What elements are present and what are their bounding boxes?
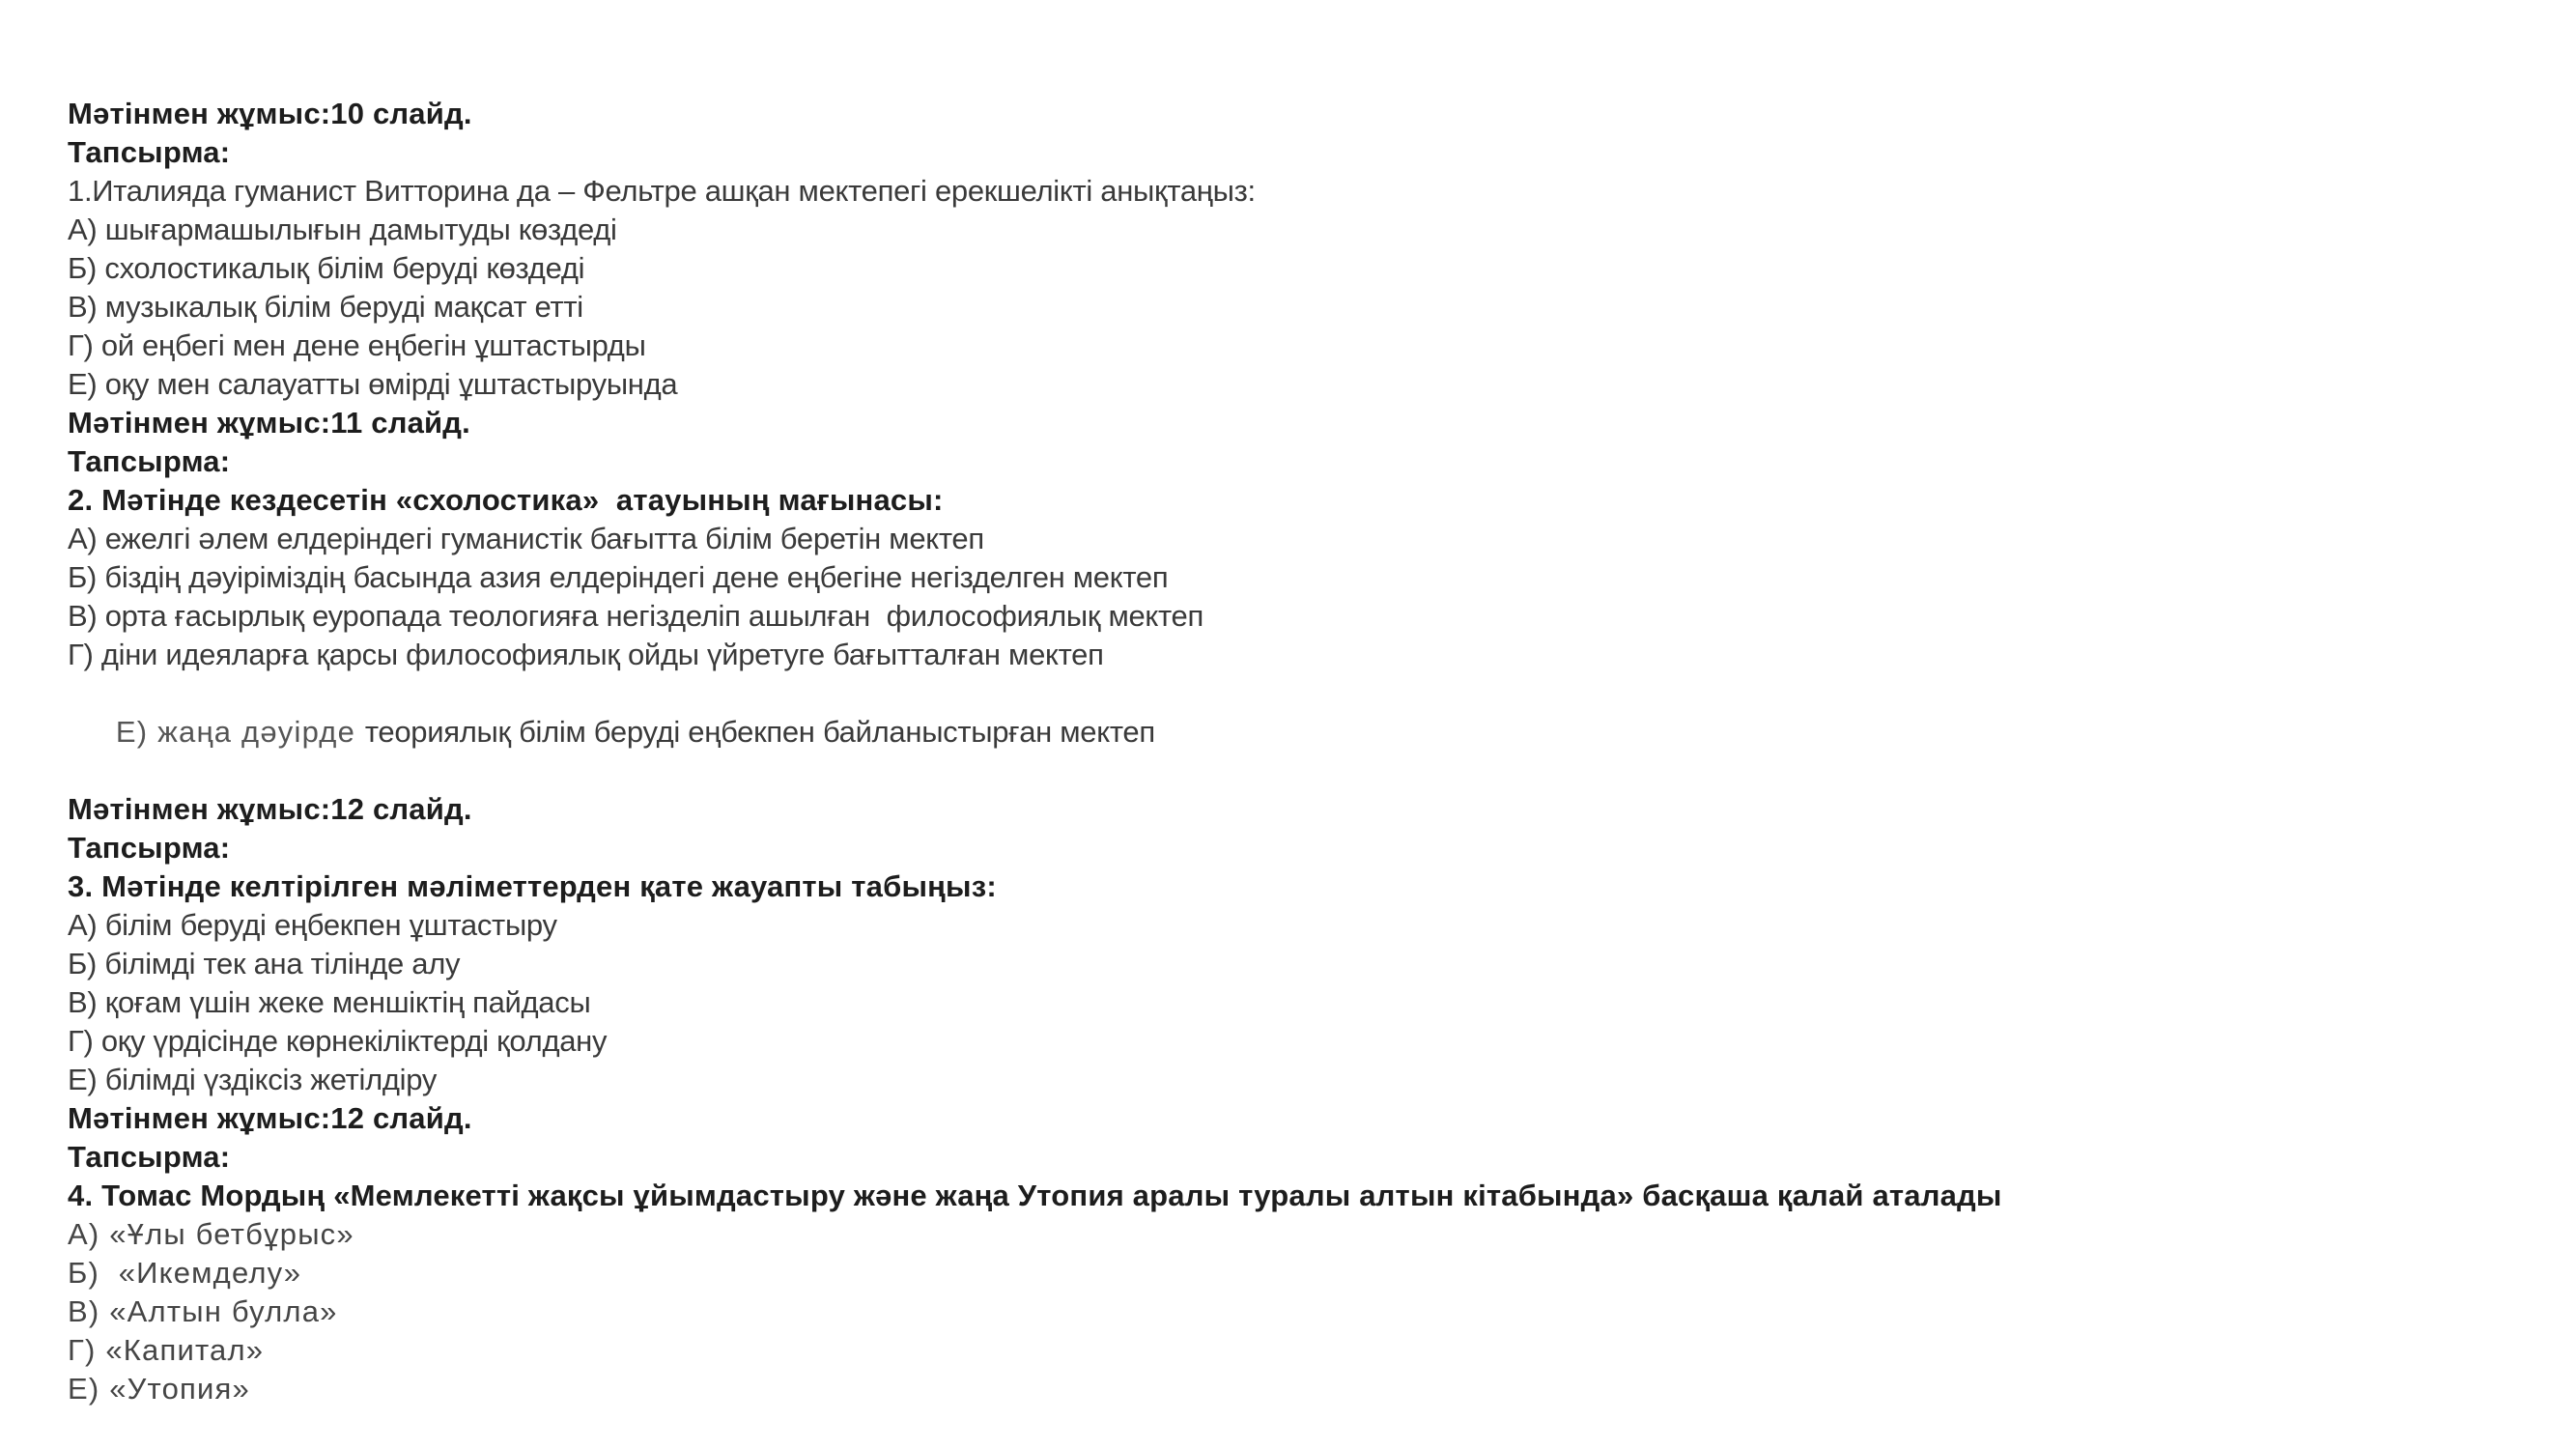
answer-option: Е) білімді үздіксіз жетілдіру	[68, 1063, 438, 1096]
answer-option: Б) біздің дәуіріміздің басында азия елдеріндегі дене еңбегіне негізделген мектеп	[68, 560, 1169, 594]
document-content	[68, 95, 2463, 1408]
answer-option: Е) оқу мен салауатты өмірді ұштастыруында	[68, 367, 678, 401]
answer-option: А) «Ұлы бетбұрыс»	[68, 1217, 354, 1251]
answer-option: Г) діни идеяларға қарсы философиялық ойды үйретуге бағытталған мектеп	[68, 638, 1104, 671]
answer-option-rest: теориялық білім беруді еңбекпен байланыстырған мектеп	[364, 715, 1155, 749]
answer-option: В) қоғам үшін жеке меншіктің пайдасы	[68, 985, 591, 1019]
answer-option: А) шығармашылығын дамытуды көздеді	[68, 213, 617, 246]
question-text: 4. Томас Мордың «Мемлекетті жақсы ұйымдастыру және жаңа Утопия аралы туралы алтын кітабында» басқаша қалай аталады	[68, 1179, 2002, 1212]
answer-option: Б) білімді тек ана тілінде алу	[68, 947, 461, 980]
section-header: Мәтінмен жұмыс:12 слайд.	[68, 792, 472, 826]
section-header: Мәтінмен жұмыс:12 слайд.	[68, 1101, 472, 1135]
answer-option-prefix: Е) жаңа дәуірде	[115, 715, 365, 749]
question-text: 1.Италияда гуманист Витторина да – Фельтре ашқан мектепегі ерекшелікті анықтаңыз:	[68, 174, 1256, 208]
answer-option	[68, 674, 2463, 790]
answer-option: Г) «Капитал»	[68, 1333, 265, 1367]
answer-option: А) білім беруді еңбекпен ұштастыру	[68, 908, 557, 942]
answer-option: В) музыкалық білім беруді мақсат етті	[68, 290, 583, 324]
answer-option: Е) «Утопия»	[68, 1372, 250, 1406]
answer-option: Г) ой еңбегі мен дене еңбегін ұштастырды	[68, 328, 646, 362]
answer-option: В) орта ғасырлық еуропада теологияға негізделіп ашылған философиялық мектеп	[68, 599, 1203, 633]
section-header: Мәтінмен жұмыс:10 слайд.	[68, 97, 472, 130]
task-label: Тапсырма:	[68, 444, 231, 478]
section-header: Мәтінмен жұмыс:11 слайд.	[68, 406, 470, 440]
question-text: 3. Мәтінде келтірілген мәліметтерден қате жауапты табыңыз:	[68, 869, 997, 903]
task-label: Тапсырма:	[68, 135, 231, 169]
answer-option: Б) схолостикалық білім беруді көздеді	[68, 251, 585, 285]
answer-option: Г) оқу үрдісінде көрнекіліктерді қолдану	[68, 1024, 608, 1058]
answer-option: А) ежелгі әлем елдеріндегі гуманистік бағытта білім беретін мектеп	[68, 522, 984, 555]
answer-option: В) «Алтын булла»	[68, 1294, 338, 1328]
task-label: Тапсырма:	[68, 831, 231, 865]
question-text: 2. Мәтінде кездесетін «схолостика» атауының мағынасы:	[68, 483, 944, 517]
task-label: Тапсырма:	[68, 1140, 231, 1174]
answer-option: Б) «Икемделу»	[68, 1256, 302, 1290]
